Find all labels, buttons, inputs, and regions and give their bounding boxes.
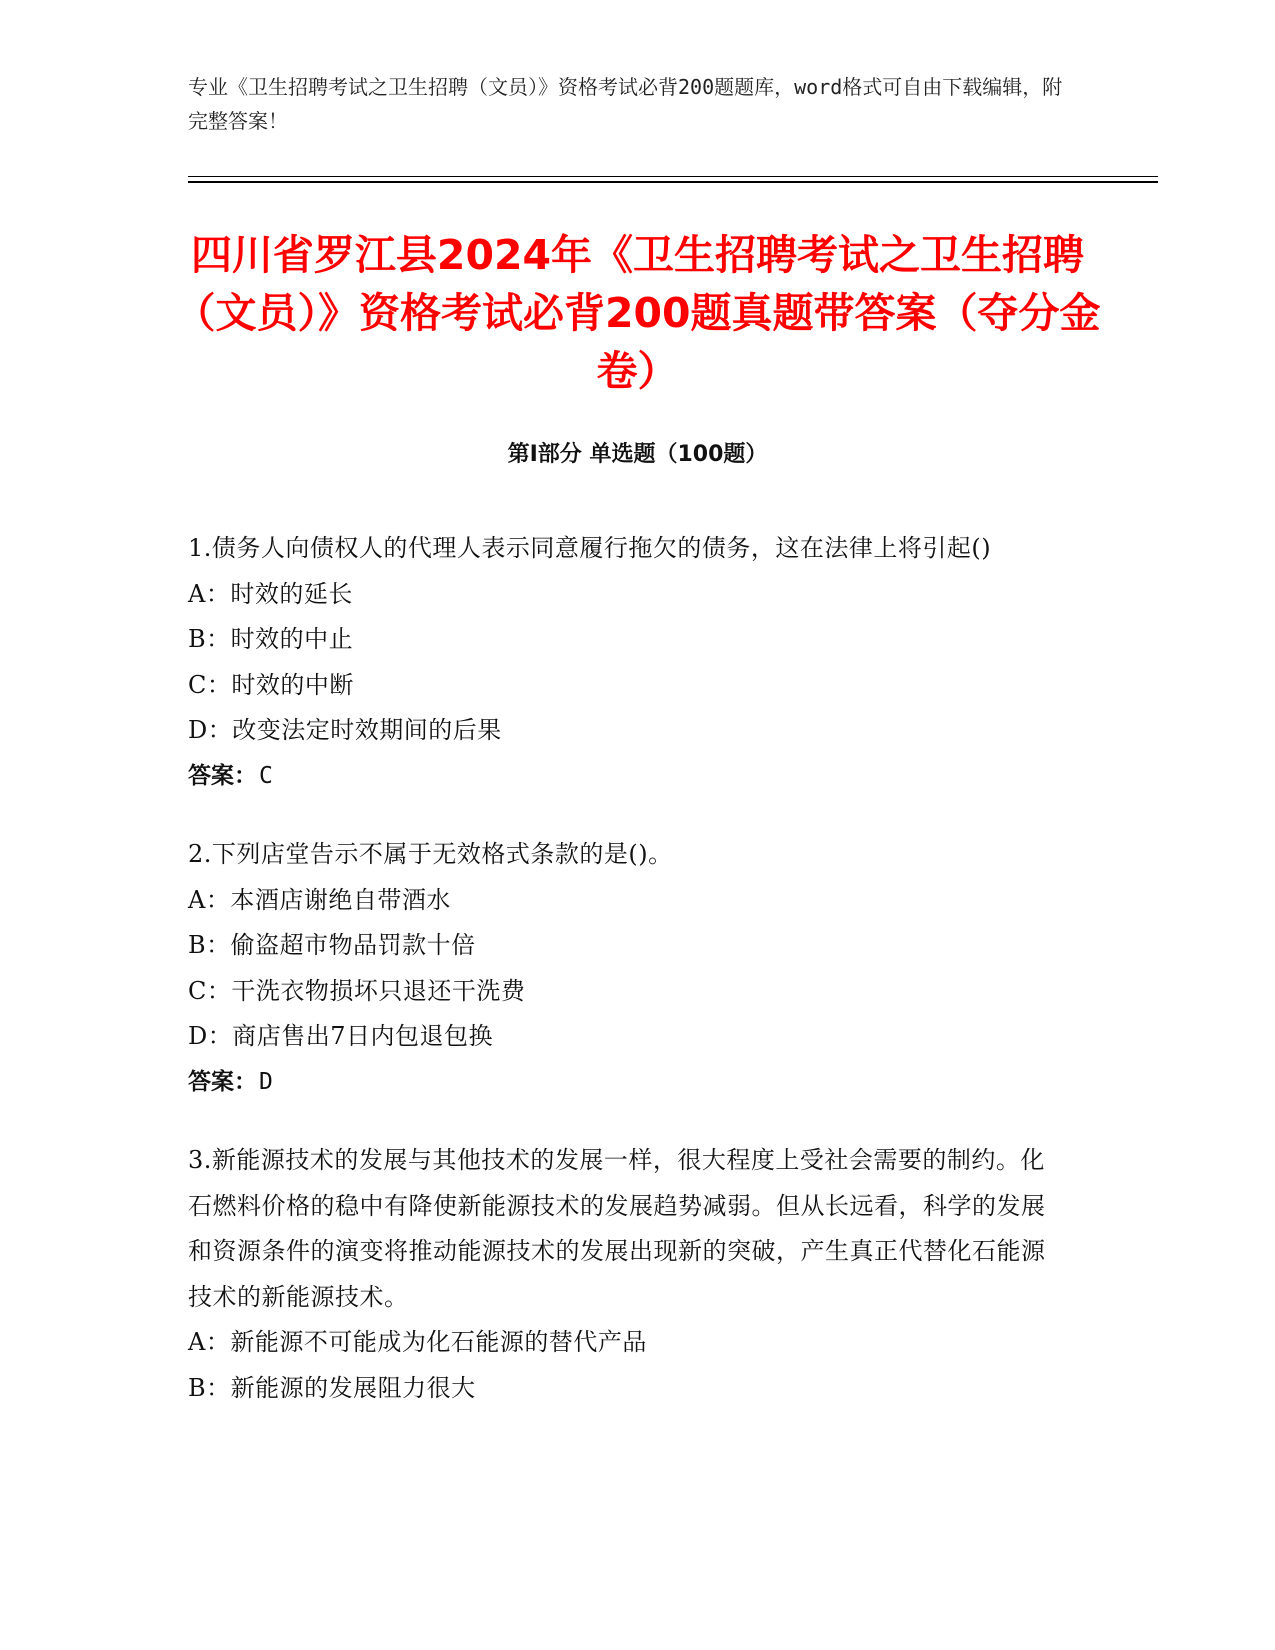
answer-value: D [259,1068,273,1095]
option-b: B：时效的中止 [188,625,354,653]
option-c: C：时效的中断 [188,670,354,699]
question-text: 2.下列店堂告示不属于无效格式条款的是()。 [188,840,673,868]
document-title: 四川省罗江县2024年《卫生招聘考试之卫生招聘（文员）》资格考试必背200题真题带答案（夺分金卷） [174,231,1101,395]
question-1 [188,526,1068,799]
option-a: A：本酒店谢绝自带酒水 [188,885,451,914]
option-a: A：新能源不可能成为化石能源的替代产品 [188,1328,647,1356]
answer-label: 答案： [188,762,257,789]
header-note: 专业《卫生招聘考试之卫生招聘（文员）》资格考试必背200题题库，word格式可自由下载编辑，附完整答案！ [188,75,1063,133]
question-2 [188,832,1068,1105]
answer-line [188,754,1068,800]
option-b: B：偷盗超市物品罚款十倍 [188,931,476,959]
option-d: D：改变法定时效期间的后果 [188,716,502,744]
option-b: B：新能源的发展阻力很大 [188,1373,476,1402]
section-title: 第I部分 单选题（100题） [507,442,768,467]
question-text: 3.新能源技术的发展与其他技术的发展一样，很大程度上受社会需要的制约。化石燃料价格的稳中有降使新能源技术的发展趋势减弱。但从长远看，科学的发展和资源条件的演变将推动能源技术的发展出现新的突破，产生真正代替化石能源技术的新能源技术。 [188,1146,1046,1311]
answer-label: 答案： [188,1068,257,1095]
answer-value: C [259,762,273,789]
question-3 [188,1138,1068,1411]
header-divider-thick [188,181,1158,183]
question-list [188,526,1068,1444]
option-c: C：干洗衣物损坏只退还干洗费 [188,976,526,1005]
option-d: D：商店售出7日内包退包换 [188,1022,494,1050]
header-divider-thin [188,176,1158,177]
question-text: 1.债务人向债权人的代理人表示同意履行拖欠的债务，这在法律上将引起() [188,534,992,562]
answer-line [188,1060,1068,1106]
option-a: A：时效的延长 [188,579,353,608]
